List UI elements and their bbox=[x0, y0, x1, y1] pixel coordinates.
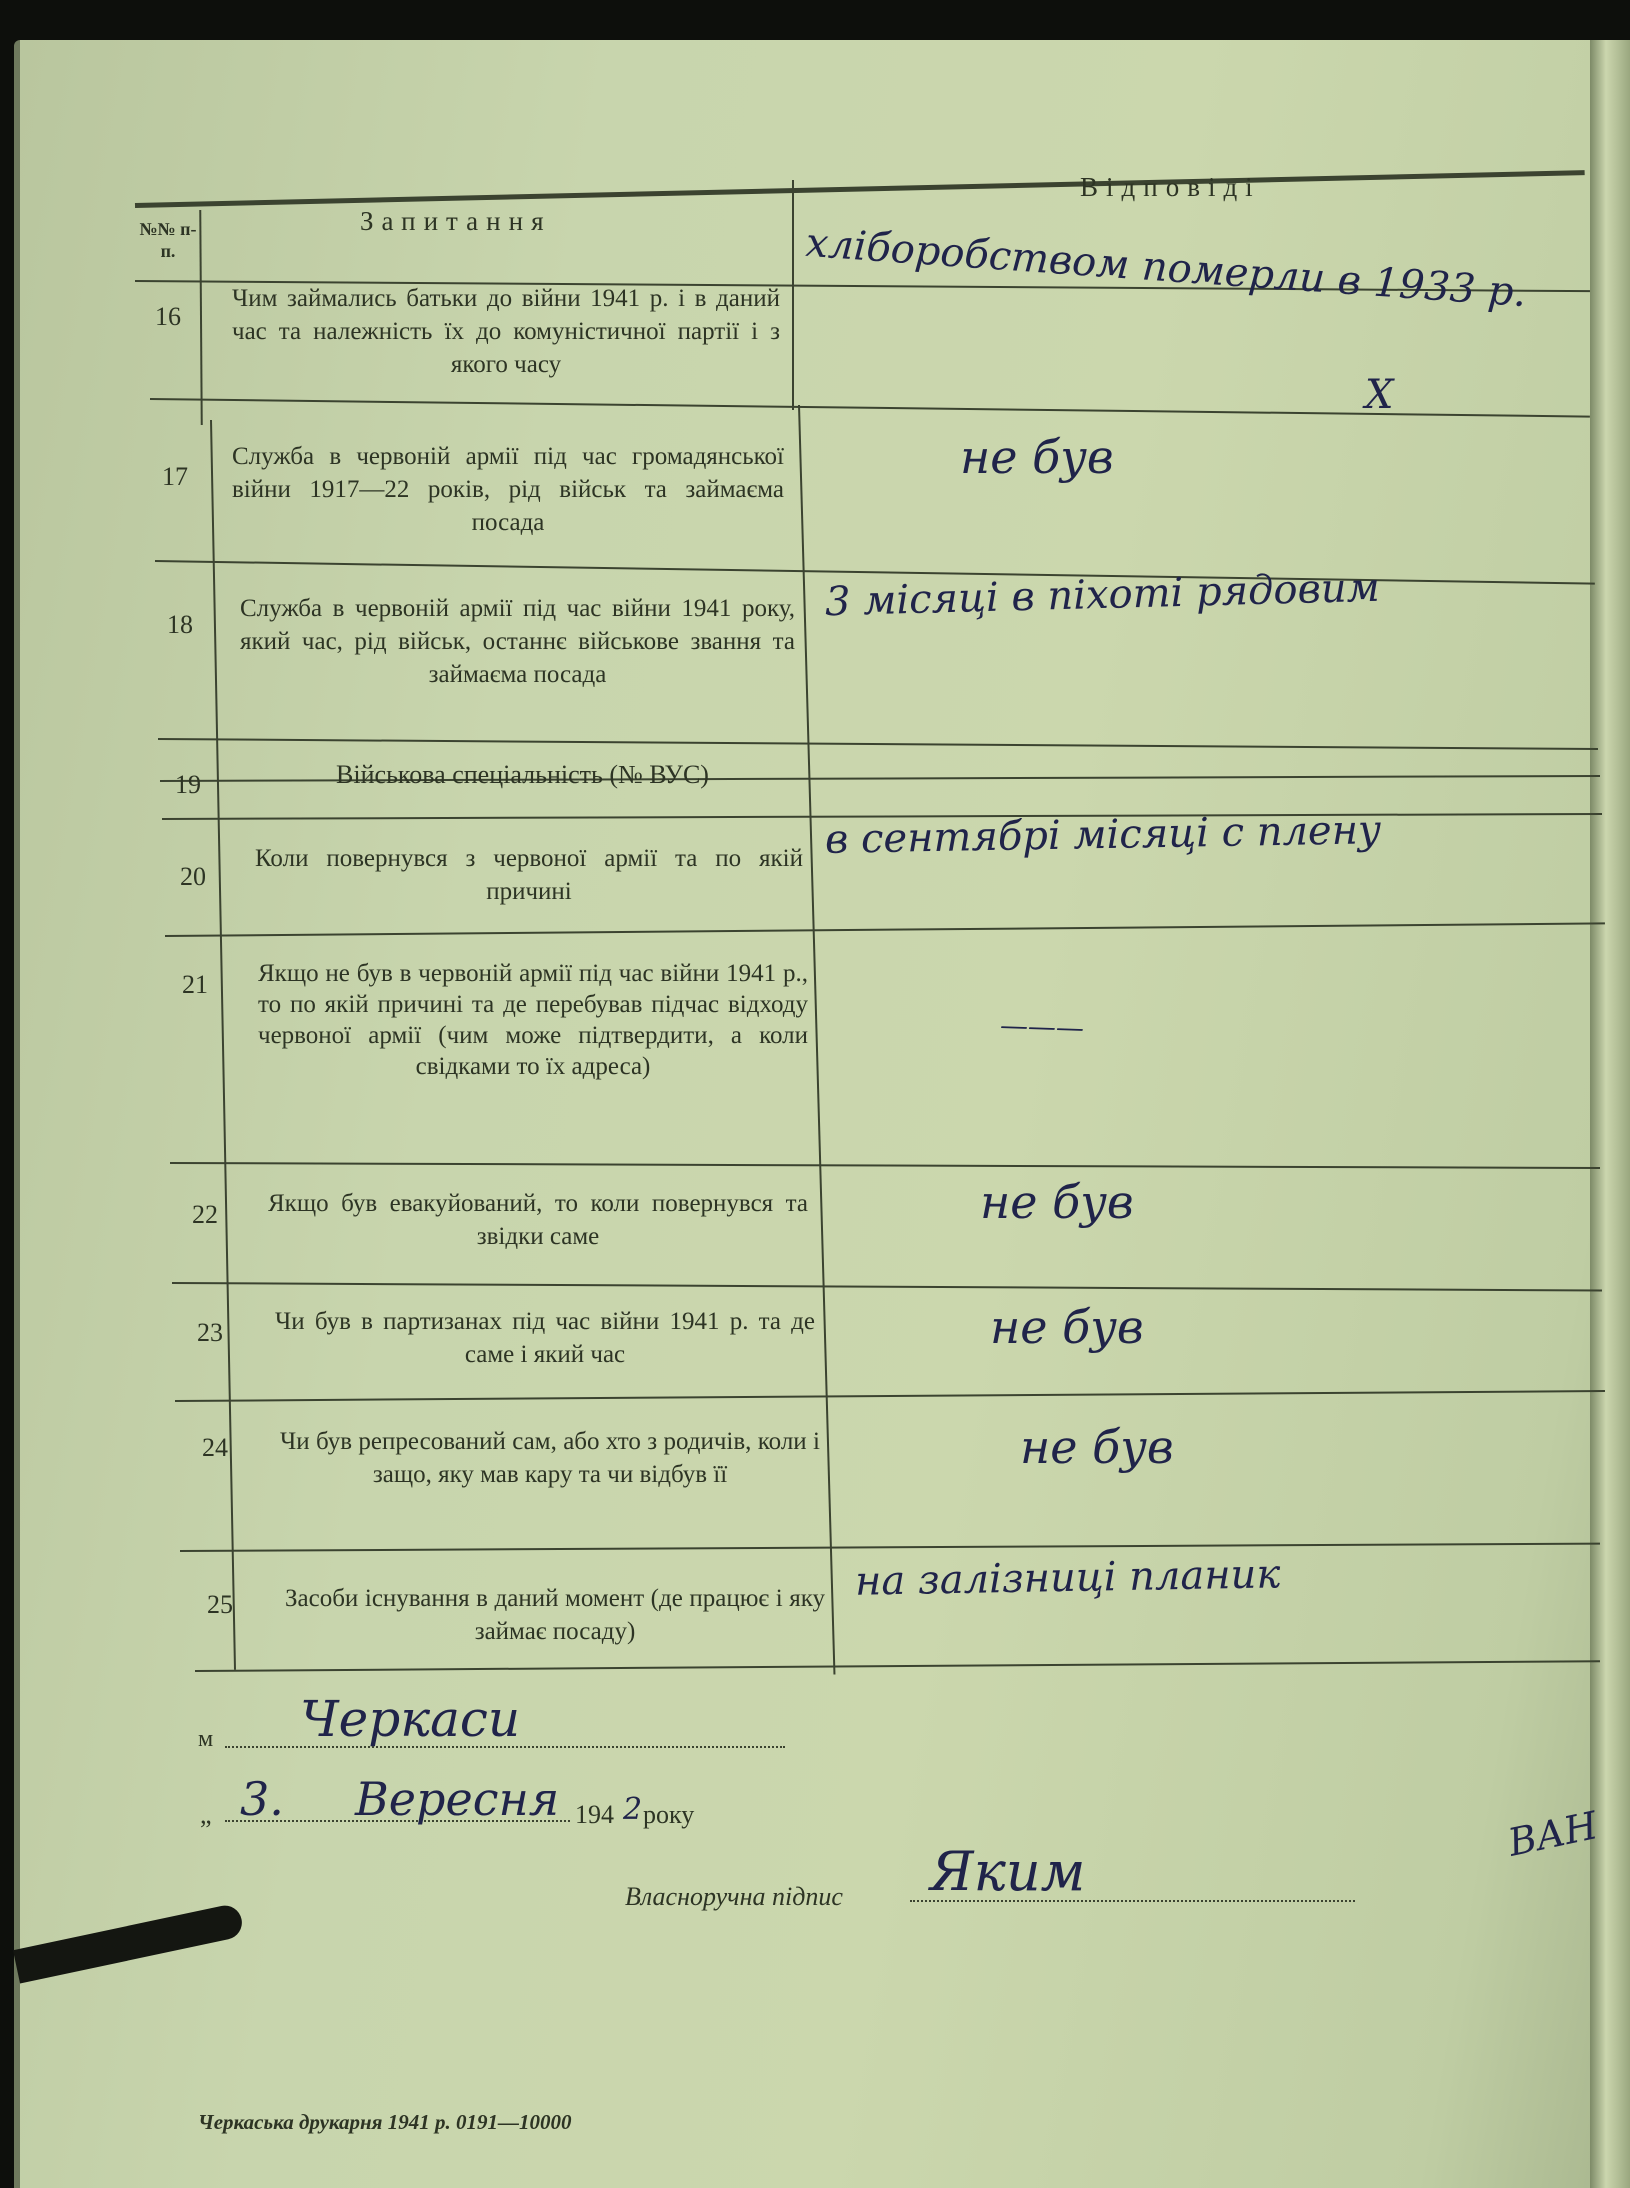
row-number: 17 bbox=[162, 462, 188, 491]
initials-mark: ВАН bbox=[1504, 1803, 1602, 1865]
row-number: 19 bbox=[175, 770, 201, 799]
number-column-header: №№ п-п. bbox=[139, 219, 197, 261]
handwritten-answer: в сентябрі місяці с плену bbox=[824, 807, 1382, 863]
year-suffix: року bbox=[643, 1800, 695, 1829]
question-text: Служба в червоній армії під час війни 1941 року, який час, рід військ, останнє військове звання та займаєма посада bbox=[240, 595, 795, 688]
question-text: Коли повернувся з червоної армії та по якій причині bbox=[255, 845, 803, 905]
handwritten-answer: не був bbox=[990, 1300, 1144, 1354]
handwritten-answer: не був bbox=[1020, 1420, 1174, 1474]
question-text: Якщо не був в червоній армії під час війни 1941 р., то по якій причині та де перебував підчас відходу червоної армії (чим може підтвердити, а коли свідками то їх адреса) bbox=[258, 960, 808, 1080]
question-text: Чи був в партизанах під час війни 1941 р. та де саме і який час bbox=[275, 1308, 815, 1368]
handwritten-answer: 3 місяці в піхоті рядовим bbox=[824, 564, 1381, 626]
handwritten-answer: хліборобством померли в 1933 р. bbox=[804, 219, 1528, 317]
question-text: Засоби існування в даний момент (де працює і яку займає посаду) bbox=[285, 1585, 825, 1645]
handwritten-answer: не був bbox=[960, 430, 1114, 484]
question-column-header: Запитання bbox=[360, 206, 552, 236]
handwritten-dash: ——— bbox=[999, 1008, 1085, 1045]
answer-column-rule bbox=[792, 180, 794, 410]
handwritten-answer: не був bbox=[980, 1175, 1134, 1229]
row-number: 16 bbox=[155, 302, 181, 331]
city-prefix: м bbox=[198, 1726, 214, 1752]
row-number: 20 bbox=[180, 862, 206, 891]
answer-column-header: Відповіді bbox=[1080, 172, 1261, 202]
printer-imprint: Черкаська друкарня 1941 р. 0191—10000 bbox=[198, 2110, 572, 2134]
date-day: 3. bbox=[240, 1772, 284, 1826]
question-text: Якщо був евакуйований, то коли повернувся та звідки саме bbox=[268, 1190, 808, 1250]
margin-x-mark: Х bbox=[1365, 372, 1394, 418]
row-number: 24 bbox=[202, 1433, 228, 1462]
handwritten-answer: на залізниці планик bbox=[854, 1551, 1281, 1605]
question-text: Служба в червоній армії під час громадянської війни 1917—22 років, рід військ та займаєма посада bbox=[232, 443, 784, 536]
signature: Яким bbox=[930, 1840, 1086, 1903]
city-handwritten: Черкаси bbox=[300, 1690, 521, 1748]
question-text: Військова спеціальність (№ ВУС) bbox=[336, 760, 709, 789]
question-text: Чим займались батьки до війни 1941 р. і в даний час та належність їх до комуністичної партії і з якого часу bbox=[232, 285, 780, 378]
year-handwritten: 2 bbox=[623, 1792, 643, 1827]
date-quote-mark: „ bbox=[200, 1800, 212, 1829]
date-month: Вересня bbox=[355, 1772, 560, 1826]
row-number: 18 bbox=[167, 610, 193, 639]
row-number: 25 bbox=[207, 1590, 233, 1619]
row-number: 21 bbox=[182, 970, 208, 999]
page-edge bbox=[1590, 40, 1630, 2188]
row-number: 22 bbox=[192, 1200, 218, 1229]
year-printed: 194 bbox=[575, 1800, 614, 1829]
row-number: 23 bbox=[197, 1318, 223, 1347]
question-text: Чи був репресований сам, або хто з родичів, коли і защо, яку мав кару та чи відбув її bbox=[280, 1428, 820, 1488]
signature-label: Власноручна підпис bbox=[625, 1882, 843, 1911]
